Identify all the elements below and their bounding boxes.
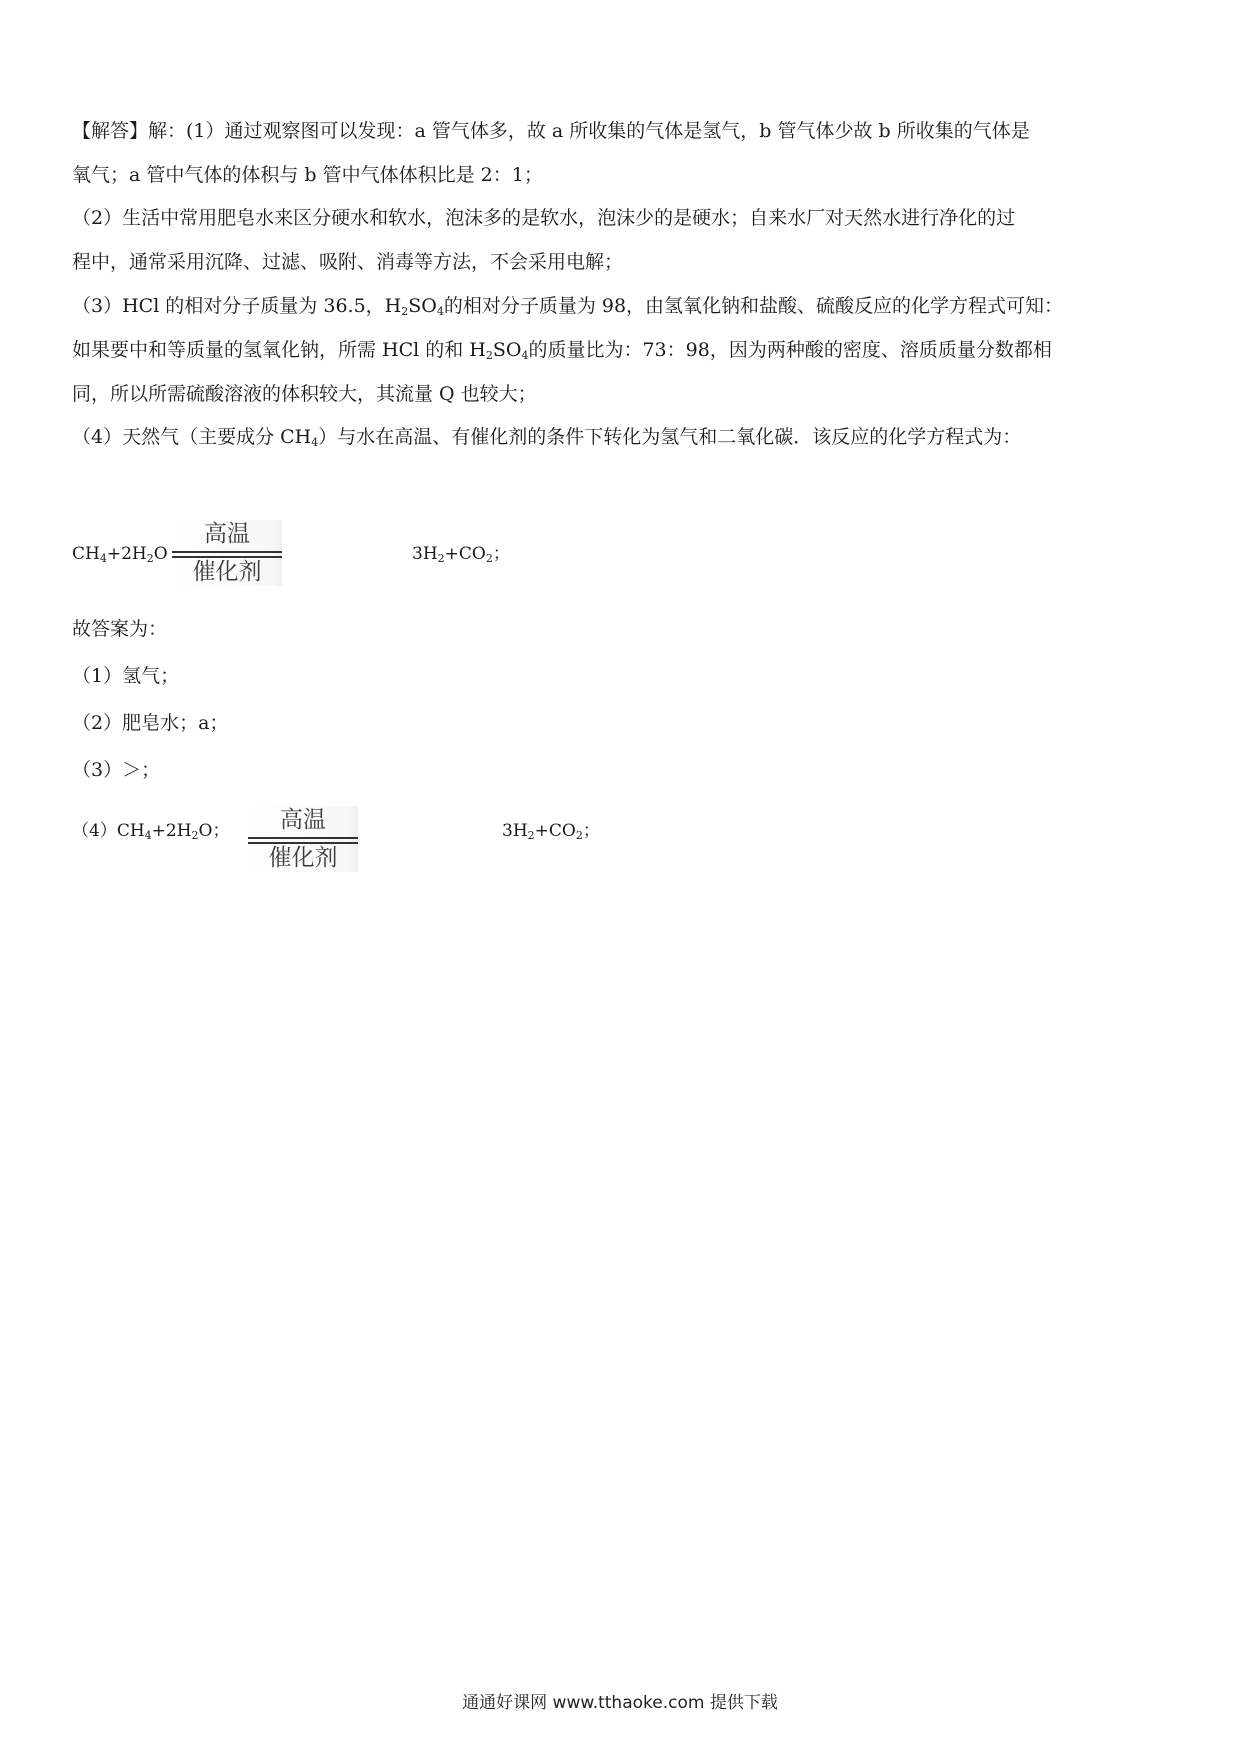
subscript: 4 — [521, 349, 529, 362]
subscript: 2 — [575, 829, 583, 842]
answer-3: （3）＞； — [72, 759, 161, 781]
paragraph-1-line-1: 【解答】解：(1）通过观察图可以发现：a 管气体多，故 a 所收集的气体是氢气，b 管气体少故 b 所收集的气体是 — [72, 120, 1030, 142]
subscript: 4 — [99, 552, 107, 565]
condition-catalyst: 催化剂 — [192, 559, 262, 585]
text-segment: （4）CH — [72, 821, 145, 841]
paragraph-2-line-1: （2）生活中常用肥皂水来区分硬水和软水，泡沫多的是软水，泡沫少的是硬水；自来水厂对天然水进行净化的过 — [72, 207, 1016, 229]
subscript: 2 — [485, 349, 493, 362]
text-segment: 如果要中和等质量的氢氧化钠，所需 HCl 的和 H — [72, 339, 486, 361]
subscript: 2 — [485, 552, 493, 565]
subscript: 2 — [191, 829, 199, 842]
text-segment: +2H — [151, 821, 192, 841]
text-segment: ； — [492, 544, 510, 564]
text-segment: 3H — [502, 821, 528, 841]
text-segment: （4）天然气（主要成分 CH — [72, 426, 312, 448]
text-segment: （3）HCl 的相对分子质量为 36.5，H — [72, 295, 402, 317]
text-segment: SO — [492, 339, 522, 361]
equals-line-top — [172, 551, 282, 553]
reaction-condition-image-2 — [248, 806, 358, 872]
condition-high-temperature: 高温 — [204, 521, 250, 547]
reaction-condition-image-1 — [172, 520, 282, 586]
condition-high-temperature: 高温 — [280, 807, 326, 833]
subscript: 2 — [146, 552, 154, 565]
subscript: 4 — [311, 436, 319, 449]
equals-line-top — [248, 837, 358, 839]
equation-1-right — [412, 529, 510, 584]
footer-text: 通通好课网 www.tthaoke.com 提供下载 — [462, 1693, 778, 1713]
text-segment: +CO — [534, 821, 576, 841]
paragraph-1-line-2: 氧气；a 管中气体的体积与 b 管中气体体积比是 2：1； — [72, 164, 543, 186]
paragraph-4-line-1 — [72, 412, 1021, 468]
text-segment: +CO — [444, 544, 486, 564]
answer-1: （1）氢气； — [72, 665, 180, 687]
answer-heading: 故答案为： — [72, 618, 168, 640]
text-segment: O； — [198, 821, 230, 841]
paragraph-3-line-3: 同，所以所需硫酸溶液的体积较大，其流量 Q 也较大； — [72, 383, 537, 405]
condition-catalyst: 催化剂 — [268, 845, 338, 871]
subscript: 2 — [437, 552, 445, 565]
text-segment: ； — [582, 821, 600, 841]
text-segment: SO — [408, 295, 437, 317]
text-segment: O — [153, 544, 168, 564]
subscript: 4 — [144, 829, 152, 842]
subscript: 4 — [436, 305, 444, 318]
text-segment: 的质量比为：73：98，因为两种酸的密度、溶质质量分数都相 — [528, 339, 1052, 361]
answer-4-right — [502, 806, 600, 861]
text-segment: CH — [72, 544, 100, 564]
subscript: 2 — [527, 829, 535, 842]
text-segment: 3H — [412, 544, 438, 564]
text-segment: +2H — [106, 544, 147, 564]
text-segment: 的相对分子质量为 98，由氢氧化钠和盐酸、硫酸反应的化学方程式可知： — [443, 295, 1064, 317]
subscript: 2 — [401, 305, 409, 318]
text-segment: ）与水在高温、有催化剂的条件下转化为氢气和二氧化碳．该反应的化学方程式为： — [318, 426, 1022, 448]
answer-4-left — [72, 806, 229, 861]
paragraph-2-line-2: 程中，通常采用沉降、过滤、吸附、消毒等方法，不会采用电解； — [72, 251, 624, 273]
equation-1-left — [72, 529, 168, 584]
answer-2: （2）肥皂水；a； — [72, 712, 229, 734]
